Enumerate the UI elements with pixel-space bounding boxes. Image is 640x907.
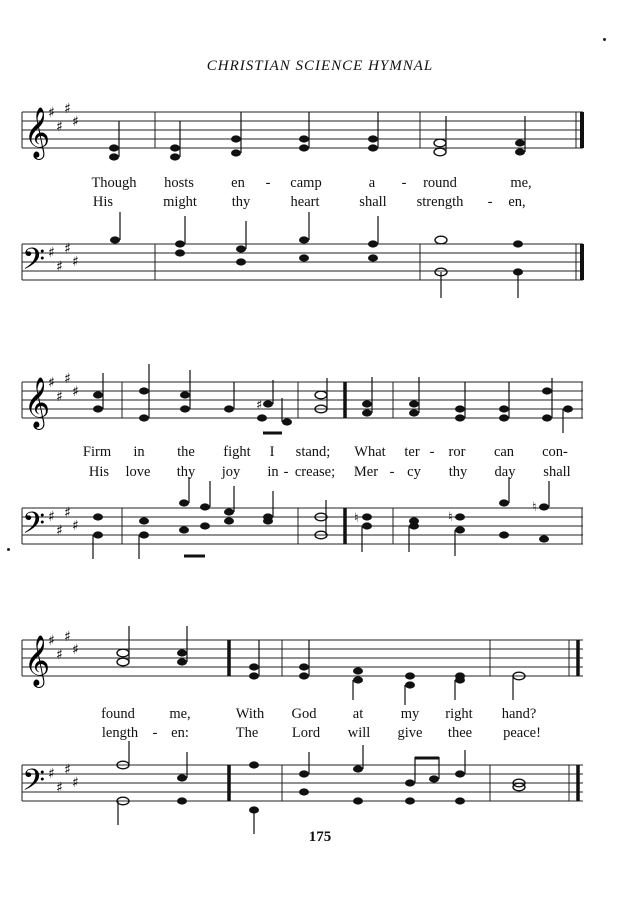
svg-text:♯: ♯ xyxy=(48,509,55,525)
lyric-syllable: might xyxy=(163,194,197,210)
treble-clef-icon: 𝄞 xyxy=(24,107,51,158)
lyric-syllable: day xyxy=(494,464,516,480)
svg-text:♯: ♯ xyxy=(56,119,63,135)
lyric-syllable: - xyxy=(487,194,493,210)
treble-clef-icon: 𝄞 xyxy=(24,635,51,686)
lyric-syllable: en, xyxy=(508,194,526,210)
lyric-syllable: in xyxy=(133,444,145,460)
lyric-syllable: - xyxy=(283,464,289,480)
lyric-syllable: With xyxy=(235,706,265,722)
svg-text:♯: ♯ xyxy=(48,375,55,391)
svg-text:♯: ♯ xyxy=(56,647,63,663)
lyric-syllable: the xyxy=(177,444,195,460)
lyric-syllable: What xyxy=(354,444,386,460)
lyric-syllable: en: xyxy=(171,725,189,741)
svg-text:♯: ♯ xyxy=(72,775,79,791)
lyric-syllable: shall xyxy=(359,194,387,210)
svg-text:♮: ♮ xyxy=(448,510,453,525)
lyric-syllable: at xyxy=(352,706,364,722)
page-header-title: CHRISTIAN SCIENCE HYMNAL xyxy=(206,58,434,74)
lyric-syllable: found xyxy=(101,706,135,722)
lyric-syllable: thy xyxy=(176,464,196,480)
lyric-syllable: thee xyxy=(447,725,473,741)
svg-text:♯: ♯ xyxy=(48,766,55,782)
svg-text:♯: ♯ xyxy=(64,629,71,645)
svg-text:♯: ♯ xyxy=(64,241,71,257)
lyric-syllable: right xyxy=(445,706,473,722)
lyric-syllable: crease; xyxy=(294,464,336,480)
lyric-syllable: stand; xyxy=(295,444,331,460)
lyric-syllable: - xyxy=(152,725,158,741)
lyric-syllable: Though xyxy=(91,175,137,191)
lyric-syllable: Lord xyxy=(291,725,321,741)
lyric-syllable: en xyxy=(231,175,245,191)
lyric-syllable: me, xyxy=(510,175,532,191)
lyric-syllable: length xyxy=(101,725,139,741)
lyric-syllable: give xyxy=(397,725,423,741)
lyric-syllable: will xyxy=(347,725,371,741)
lyric-syllable: my xyxy=(400,706,420,722)
lyric-syllable: ror xyxy=(448,444,466,460)
lyric-syllable: God xyxy=(291,706,317,722)
svg-text:♯: ♯ xyxy=(72,518,79,534)
svg-text:♮: ♮ xyxy=(354,511,359,526)
lyric-syllable: camp xyxy=(290,175,322,191)
svg-text:♯: ♯ xyxy=(56,523,63,539)
key-signature-sharps xyxy=(48,629,79,796)
lyric-syllable: in xyxy=(267,464,279,480)
lyric-syllable: shall xyxy=(543,464,571,480)
lyric-syllable: The xyxy=(235,725,259,741)
svg-text:♮: ♮ xyxy=(532,500,537,515)
lyric-syllable: can xyxy=(493,444,515,460)
lyric-syllable: Mer xyxy=(353,464,379,480)
svg-text:♯: ♯ xyxy=(64,371,71,387)
lyric-syllable: round xyxy=(423,175,457,191)
lyric-syllable: - xyxy=(265,175,271,191)
lyric-syllable: Firm xyxy=(82,444,112,460)
bass-clef-icon: 𝄢 xyxy=(22,507,46,548)
lyric-syllable: I xyxy=(269,444,275,460)
svg-text:♯: ♯ xyxy=(72,642,79,658)
bass-clef-icon: 𝄢 xyxy=(22,764,46,805)
lyric-syllable: hosts xyxy=(164,175,194,191)
svg-text:♯: ♯ xyxy=(48,633,55,649)
svg-text:♯: ♯ xyxy=(72,114,79,130)
lyric-syllable: - xyxy=(389,464,395,480)
lyric-syllable: ter xyxy=(404,444,420,460)
svg-text:♯: ♯ xyxy=(56,389,63,405)
svg-text:♯: ♯ xyxy=(256,398,263,413)
lyric-syllable: - xyxy=(401,175,407,191)
lyric-syllable: joy xyxy=(221,464,241,480)
svg-text:♯: ♯ xyxy=(72,254,79,270)
svg-text:♯: ♯ xyxy=(72,384,79,400)
svg-text:♯: ♯ xyxy=(56,780,63,796)
lyric-syllable: me, xyxy=(169,706,191,722)
lyric-syllable: heart xyxy=(290,194,320,210)
lyric-syllable: hand? xyxy=(501,706,537,722)
page-number: 175 xyxy=(308,829,332,845)
svg-text:♯: ♯ xyxy=(64,505,71,521)
svg-text:♯: ♯ xyxy=(64,101,71,117)
svg-text:♯: ♯ xyxy=(48,105,55,121)
svg-text:♯: ♯ xyxy=(56,259,63,275)
svg-text:♯: ♯ xyxy=(48,245,55,261)
lyric-syllable: peace! xyxy=(503,725,541,741)
lyric-syllable: thy xyxy=(448,464,468,480)
lyric-syllable: a xyxy=(368,175,376,191)
lyric-syllable: love xyxy=(125,464,151,480)
lyric-syllable: con- xyxy=(542,444,568,460)
bass-clef-icon: 𝄢 xyxy=(22,243,46,284)
lyric-syllable: His xyxy=(88,464,110,480)
lyric-syllable: - xyxy=(429,444,435,460)
lyric-syllable: thy xyxy=(231,194,251,210)
svg-text:♯: ♯ xyxy=(64,762,71,778)
lyric-syllable: cy xyxy=(407,464,421,480)
lyric-syllable: fight xyxy=(223,444,251,460)
lyric-syllable: His xyxy=(92,194,114,210)
treble-clef-icon: 𝄞 xyxy=(24,377,51,428)
lyric-syllable: strength xyxy=(416,194,464,210)
